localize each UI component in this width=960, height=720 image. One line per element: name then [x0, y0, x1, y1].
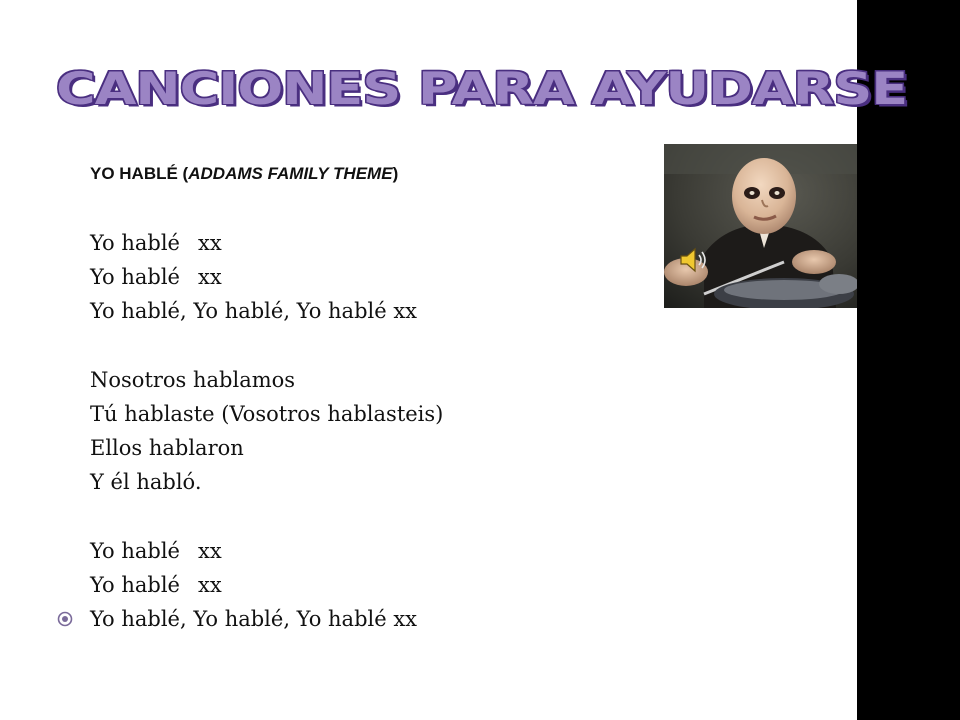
song-subtitle	[90, 164, 398, 184]
circle-bullet-icon	[57, 611, 73, 627]
lyric-line	[90, 226, 443, 260]
lyric-filler: xx	[198, 572, 222, 597]
bullet-lyric-line	[57, 602, 443, 636]
lyric-line	[90, 568, 443, 602]
lyric-filler: xx	[198, 231, 222, 255]
lyric-word: Yo hablé	[90, 231, 180, 255]
lyric-filler: xx	[198, 265, 222, 290]
slide-title: CANCIONES PARA AYUDARSE	[56, 62, 908, 115]
lyric-line: Tú hablaste (Vosotros hablasteis)	[90, 401, 444, 426]
subtitle-suffix: )	[392, 164, 399, 183]
lyric-line	[90, 260, 443, 294]
lyrics-block	[90, 226, 443, 636]
lyric-word: Yo hablé	[90, 572, 180, 597]
stanza-break	[90, 500, 443, 534]
speaker-icon[interactable]	[678, 244, 710, 276]
lyric-word: Yo hablé	[90, 538, 180, 563]
lyric-line: Y él habló.	[90, 470, 202, 495]
stanza-break	[90, 329, 443, 363]
subtitle-italic: ADDAMS FAMILY THEME	[188, 164, 393, 183]
final-lyric: Yo hablé, Yo hablé, Yo hablé xx	[90, 607, 418, 632]
uncle-fester-photo	[664, 144, 857, 308]
photo-illustration	[664, 144, 857, 308]
lyric-line	[90, 534, 443, 568]
lyric-line: Yo hablé, Yo hablé, Yo hablé xx	[90, 299, 418, 324]
lyric-word: Yo hablé	[90, 265, 180, 290]
lyric-line: Nosotros hablamos	[90, 367, 296, 392]
lyric-line: Ellos hablaron	[90, 436, 244, 461]
subtitle-prefix: YO HABLÉ (	[90, 164, 189, 183]
lyric-filler: xx	[198, 538, 222, 563]
